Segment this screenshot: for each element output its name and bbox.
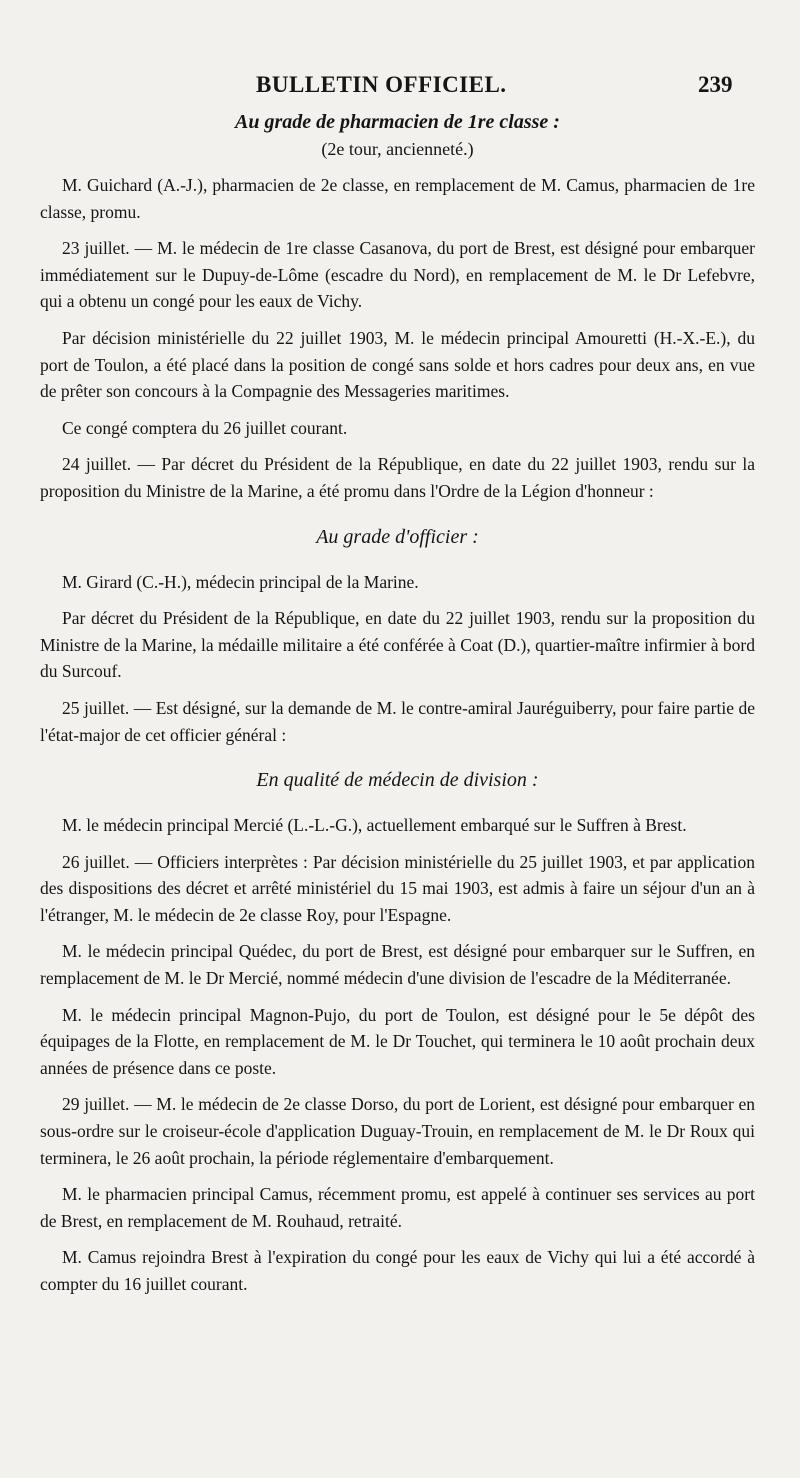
paragraph: 24 juillet. — Par décret du Président de la République, en date du 22 juillet 1903, rendu sur la proposition du Ministre de la Marine, a été promu dans l'Ordre de la Légion d'honneur : (40, 454, 755, 501)
paragraph: M. Guichard (A.-J.), pharmacien de 2e classe, en remplacement de M. Camus, pharmacien de 1re classe, promu. (40, 175, 755, 222)
paragraph: M. le pharmacien principal Camus, récemment promu, est appelé à continuer ses services au port de Brest, en remplacement de M. Rouhaud, retraité. (40, 1184, 755, 1231)
paragraph: Ce congé comptera du 26 juillet courant. (62, 417, 348, 438)
paragraph: M. le médecin principal Quédec, du port de Brest, est désigné pour embarquer sur le Suffren, en remplacement de M. le Dr Mercié, nommé médecin d'une division de l'escadre de la Méditerranée. (40, 941, 755, 989)
section-subheading: (2e tour, ancienneté.) (321, 139, 474, 159)
page-number: 239 (698, 72, 733, 97)
paragraph: Par décret du Président de la République, en date du 22 juillet 1903, rendu sur la proposition du Ministre de la Marine, la médaille militaire a été conférée à Coat (D.), quartier-maître infirmier à bord du Surcouf. (40, 608, 755, 682)
paragraph: 23 juillet. — M. le médecin de 1re classe Casanova, du port de Brest, est désigné pour embarquer immédiatement sur le Dupuy-de-Lôme (escadre du Nord), en remplacement de M. le Dr Lefebvre, qui a obtenu un congé pour les eaux de Vichy. (40, 238, 755, 312)
running-title: BULLETIN OFFICIEL. (256, 72, 507, 97)
paragraph: M. le médecin principal Mercié (L.-L.-G.), actuellement embarqué sur le Suffren à Brest. (62, 815, 687, 836)
paragraph: M. le médecin principal Magnon-Pujo, du port de Toulon, est désigné pour le 5e dépôt des équipages de la Flotte, en remplacement de M. le Dr Touchet, qui terminera le 10 août prochain deux années de présence dans ce poste. (40, 1004, 755, 1078)
paragraph: Par décision ministérielle du 22 juillet 1903, M. le médecin principal Amouretti (H.-X.-E.), du port de Toulon, a été placé dans la position de congé sans solde et hors cadres pour deux ans, en vue de prêter son concours à la Compagnie des Messageries maritimes. (40, 327, 755, 402)
document-body (40, 108, 755, 1308)
page-header (0, 72, 800, 106)
paragraph: 29 juillet. — M. le médecin de 2e classe Dorso, du port de Lorient, est désigné pour embarquer en sous-ordre sur le croiseur-école d'application Duguay-Trouin, en remplacement de M. le Dr Roux qui terminera, le 26 août prochain, la période réglementaire d'embarquement. (40, 1094, 755, 1168)
section-heading-medecin-division: En qualité de médecin de division : (256, 769, 539, 792)
paragraph: 25 juillet. — Est désigné, sur la demande de M. le contre-amiral Jauréguiberry, pour faire partie de l'état-major de cet officier général : (40, 697, 755, 745)
section-heading-pharmacien: Au grade de pharmacien de 1re classe : (235, 111, 560, 133)
paragraph: 26 juillet. — Officiers interprètes : Par décision ministérielle du 25 juillet 1903, et par application des dispositions des décret et arrêté ministériel du 15 mai 1903, est admis à faire un séjour d'un an à l'étranger, M. le médecin de 2e classe Roy, pour l'Espagne. (40, 851, 755, 925)
section-heading-officier: Au grade d'officier : (316, 525, 479, 548)
paragraph: M. Camus rejoindra Brest à l'expiration du congé pour les eaux de Vichy qui lui a été accordé à compter du 16 juillet courant. (40, 1247, 755, 1294)
paragraph: M. Girard (C.-H.), médecin principal de la Marine. (62, 571, 419, 592)
